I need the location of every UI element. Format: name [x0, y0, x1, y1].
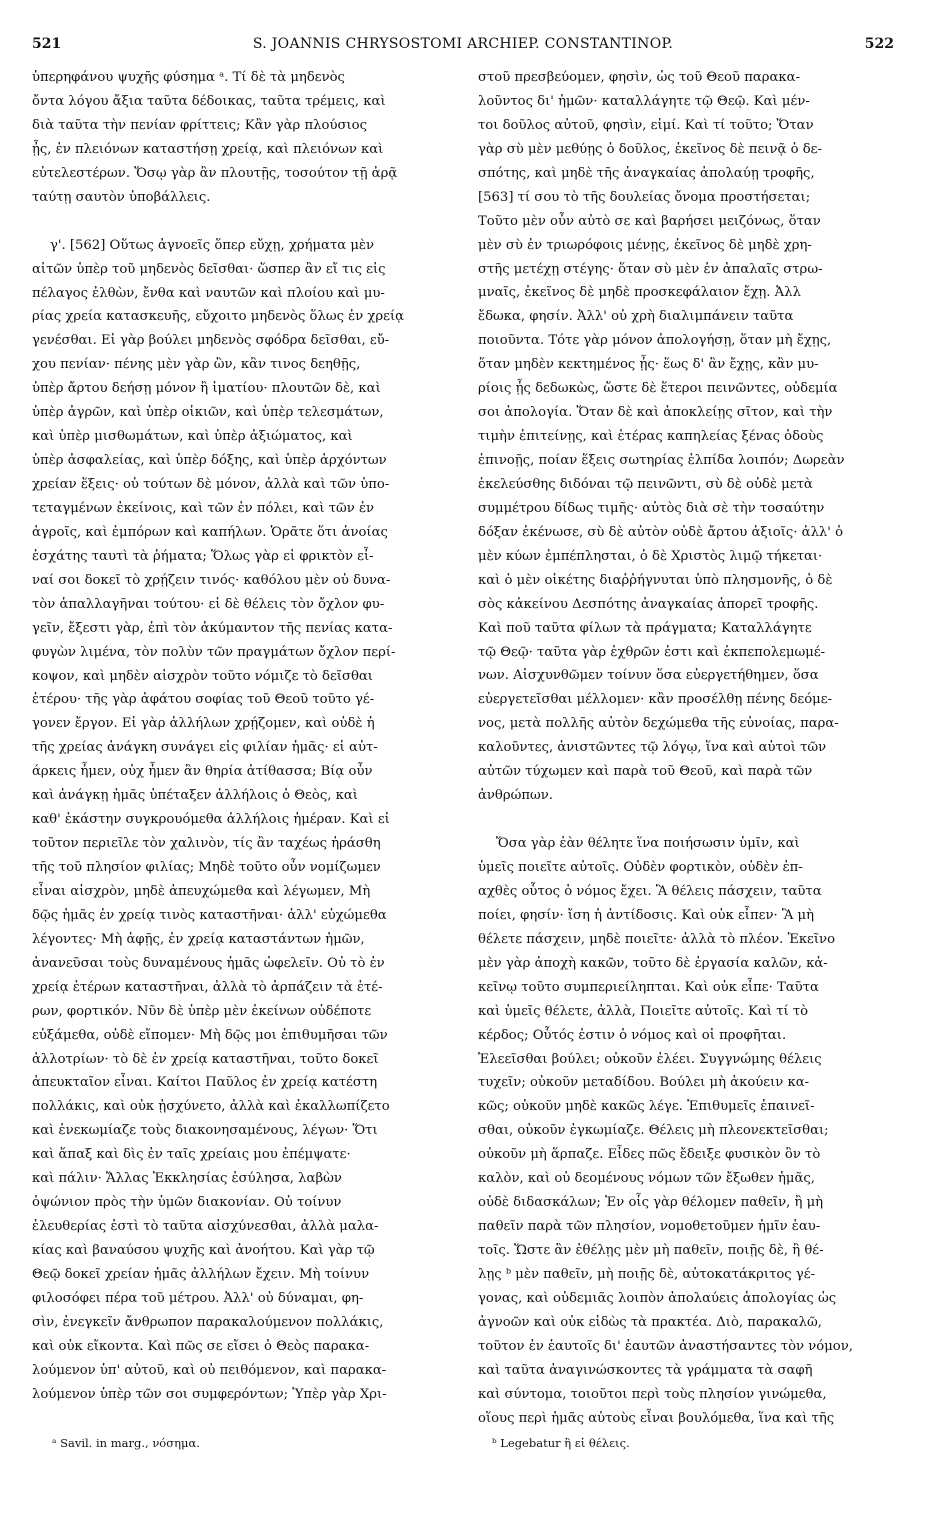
text-line: εὐεργετεῖσθαι μέλλομεν· κἂν προσέλθῃ πένης δεόμε-: [478, 692, 833, 708]
running-title: S. JOANNIS CHRYSOSTOMI ARCHIEP. CONSTANTINOP.: [252, 36, 674, 52]
text-line: ποιοῦντα. Τότε γὰρ μόνον ἀπολογήσῃ, ὅταν μὴ ἔχῃς,: [478, 333, 832, 349]
text-line: γὰρ σὺ μὲν μεθύῃς ὁ δοῦλος, ἐκεῖνος δὲ πεινᾷ ὁ δε-: [478, 141, 822, 157]
text-line: ὅταν μηδὲν κεκτημένος ᾖς· ἕως δ' ἂν ἔχῃς, κἂν μυ-: [478, 357, 819, 373]
text-line: στῆς μετέχῃ στέγης· ὅταν σὺ μὲν ἐν ἁπαλαῖς στρω-: [478, 261, 823, 277]
text-line: ἐσχάτης ταυτὶ τὰ ῥήματα; Ὅλως γὰρ εἰ φρικτὸν εἶ-: [32, 548, 374, 564]
text-line: θέλετε πάσχειν, μηδὲ ποιεῖτε· ἀλλὰ τὸ πλέον. Ἐκεῖνο: [478, 931, 836, 947]
text-line: ὑμεῖς ποιεῖτε αὐτοῖς. Οὐδὲν φορτικὸν, οὐδὲν ἐπ-: [478, 860, 803, 875]
text-line: ἀνανεῦσαι τοὺς δυναμένους ἡμᾶς ὠφελεῖν. Οὐ τὸ ἐν: [32, 955, 385, 971]
text-line: ναί σοι δοκεῖ τὸ χρῄζειν τινός· καθόλου μὲν οὐ δυνα-: [32, 572, 391, 588]
left-page-number: 521: [32, 36, 62, 52]
text-line: πέλαγος ἐλθὼν, ἔνθα καὶ ναυτῶν καὶ πλοίου καὶ μυ-: [32, 285, 385, 301]
text-line: ἐπινοῇς, ποίαν ἕξεις σωτηρίας ἐλπίδα λοιπόν; Δωρεὰν: [478, 453, 845, 468]
text-line: Τοῦτο μὲν οὖν αὐτὸ σε καὶ βαρήσει μειζόνως, ὅταν: [478, 213, 821, 229]
text-line: γονεν ἔργον. Εἰ γὰρ ἀλλήλων χρῄζομεν, καὶ οὐδὲ ἡ: [32, 716, 375, 732]
text-line: ὑπὲρ ἄρτου δεήσῃ μόνον ἢ ἱματίου· πλουτῶν δὲ, καὶ: [32, 381, 381, 397]
text-line: ὑπὲρ ἀσφαλείας, καὶ ὑπὲρ δόξης, καὶ ὑπὲρ ἀρχόντων: [32, 453, 387, 469]
text-line: τεταγμένων ἐκείνοις, καὶ τῶν ἐν πόλει, καὶ τῶν ἐν: [32, 500, 375, 516]
text-line: λούμενον ὑπὲρ τῶν σοι συμφερόντων; Ὑπὲρ γὰρ Χρι-: [32, 1386, 387, 1402]
text-line: οἵους περὶ ἡμᾶς αὐτοὺς εἶναι βουλόμεθα, ἵνα καὶ τῆς: [478, 1410, 835, 1426]
text-line: χου πενίαν· πένης μὲν γὰρ ὢν, κἂν τινος δεηθῇς,: [32, 357, 361, 373]
text-line: ποίει, φησίν· ἴση ἡ ἀντίδοσις. Καὶ οὐκ εἶπεν· Ἃ μὴ: [478, 907, 814, 923]
text-line: Ἐλεεῖσθαι βούλει; οὐκοῦν ἐλέει. Συγγνώμης θέλεις: [478, 1051, 822, 1067]
text-line: μὲν γὰρ ἀποχὴ κακῶν, τοῦτο δὲ ἐργασία καλῶν, κἀ-: [478, 955, 828, 971]
text-line: τῆς χρείας ἀνάγκη συνάγει εἰς φιλίαν ἡμᾶς· εἰ αὐτ-: [32, 740, 378, 756]
text-line: ἐκελεύσθης διδόναι τῷ πεινῶντι, σὺ δὲ οὐδὲ μετὰ: [478, 476, 813, 492]
text-line: κίας καὶ βαναύσου ψυχῆς καὶ ἀνοήτου. Καὶ γὰρ τῷ: [32, 1243, 375, 1258]
text-line: ὑπερηφάνου ψυχῆς φύσημα ᵃ. Τί δὲ τὰ μηδενὸς: [32, 70, 345, 85]
text-line: λοῦντος δι' ἡμῶν· καταλλάγητε τῷ Θεῷ. Καὶ μέν-: [478, 93, 810, 109]
text-line: ὑπὲρ ἀγρῶν, καὶ ὑπὲρ οἰκιῶν, καὶ ὑπὲρ τελεσμάτων,: [32, 405, 384, 421]
text-line: λέγοντες· Μὴ ἀφῇς, ἐν χρείᾳ καταστάντων ἡμῶν,: [32, 931, 365, 947]
paragraph-gap: [32, 210, 444, 234]
text-line: γεῖν, ἔξεστι γὰρ, ἐπὶ τὸν ἀκύμαντον τῆς πενίας κατα-: [32, 620, 393, 636]
text-line: νος, μετὰ πολλῆς αὐτὸν δεχώμεθα τῆς εὐνοίας, παρα-: [478, 716, 839, 732]
text-line: [563] τί σου τὸ τῆς δουλείας ὄνομα προστήσεται;: [478, 189, 811, 205]
text-line: ὀψώνιον πρὸς τὴν ὑμῶν διακονίαν. Οὐ τοίνυν: [32, 1195, 342, 1211]
text-line: σὶν, ἐνεγκεῖν ἄνθρωπον παρακαλούμενον πολλάκις,: [32, 1314, 384, 1330]
text-line: σοι ἀπολογία. Ὅταν δὲ καὶ ἀποκλείῃς σῖτον, καὶ τὴν: [478, 405, 833, 421]
text-line: ᾖς, ἐν πλειόνων καταστήσῃ χρείᾳ, καὶ πλειόνων καὶ: [32, 141, 384, 157]
text-line: τῷ Θεῷ· ταῦτα γὰρ ἐχθρῶν ἐστι καὶ ἐκπεπολεμωμέ-: [478, 644, 826, 660]
text-line: οὐκοῦν μὴ ἅρπαζε. Εἶδες πῶς ἔδειξε φυσικὸν ὂν τὸ: [478, 1147, 821, 1163]
text-line: χρείᾳ ἑτέρων καταστῆναι, ἀλλὰ τὸ ἁρπάζειν τὰ ἑτέ-: [32, 979, 383, 995]
text-line: παθεῖν παρὰ τῶν πλησίον, νομοθετοῦμεν ἡμῖν ἑαυ-: [478, 1219, 821, 1235]
footnote-a: ᵃ Savil. in marg., νόσημα.: [52, 1436, 200, 1450]
text-line: Καὶ ποῦ ταῦτα φίλων τὰ πράγματα; Καταλλάγητε: [478, 620, 812, 636]
text-line: κεῖνῳ τοῦτο συμπεριείληπται. Καὶ οὐκ εἶπε· Ταῦτα: [478, 979, 819, 995]
text-line: γονας, καὶ οὐδεμιᾶς λοιπὸν ἀπολαύεις ἀπολογίας ὡς: [478, 1290, 837, 1306]
text-line: καὶ ἀνάγκῃ ἡμᾶς ὑπέταξεν ἀλλήλοις ὁ Θεὸς, καὶ: [32, 788, 358, 804]
text-line: κέρδος; Οὗτός ἐστιν ὁ νόμος καὶ οἱ προφῆται.: [478, 1027, 787, 1043]
text-line: τοῖς. Ὥστε ἂν ἐθέλῃς μὲν μὴ παθεῖν, ποιῇς δὲ, ἢ θέ-: [478, 1243, 824, 1258]
text-line: ταύτῃ σαυτὸν ὑποβάλλεις.: [32, 189, 211, 205]
text-line: σὸς κἀκείνου Δεσπότης ἀναγκαίας ἀπορεῖ τροφῆς.: [478, 596, 819, 612]
text-line: οὐδὲ διδασκάλων; Ἐν οἷς γὰρ θέλομεν παθεῖν, ἢ μὴ: [478, 1195, 824, 1211]
text-line: φυγὼν λιμένα, τὸν πολὺν τῶν πραγμάτων ὄχλον περί-: [32, 644, 396, 660]
text-line: ὄντα λόγου ἄξια ταῦτα δέδοικας, ταῦτα τρέμεις, καὶ: [32, 93, 386, 109]
text-line: καὶ ταῦτα ἀναγινώσκοντες τὰ γράμματα τὰ σαφῆ: [478, 1362, 813, 1378]
text-line: νων. Αἰσχυνθῶμεν τοίνυν ὅσα εὐεργετήθημεν, ὅσα: [478, 668, 819, 684]
paragraph-gap: [478, 808, 890, 832]
right-column: [478, 66, 890, 1431]
text-line: καὶ σύντομα, τοιοῦτοι περὶ τοὺς πλησίον γινώμεθα,: [478, 1386, 827, 1402]
text-line: ἀγνοῶν καὶ οὐκ εἰδὼς τὰ πρακτέα. Διὸ, παρακαλῶ,: [478, 1314, 822, 1330]
text-line: ἀγροῖς, καὶ ἐμπόρων καὶ καπήλων. Ὁρᾶτε ὅτι ἀνοίας: [32, 524, 388, 540]
text-line: δόξαν ἐκένωσε, σὺ δὲ αὐτὸν οὐδὲ ἄρτου ἀξιοῖς· ἀλλ' ὁ: [478, 524, 844, 540]
text-line: μναῖς, ἐκεῖνος δὲ μηδὲ προσκεφάλαιον ἔχῃ. Ἀλλ: [478, 285, 801, 301]
text-line: αἰτῶν ὑπὲρ τοῦ μηδενὸς δεῖσθαι· ὥσπερ ἂν εἴ τις εἰς: [32, 261, 386, 277]
text-line: ρίοις ᾖς δεδωκὼς, ὥστε δὲ ἕτεροι πεινῶντες, οὐδεμία: [478, 381, 838, 397]
text-line: πολλάκις, καὶ οὐκ ᾐσχύνετο, ἀλλὰ καὶ ἐκαλλωπίζετο: [32, 1099, 390, 1115]
text-line: στοῦ πρεσβεύομεν, φησὶν, ὡς τοῦ Θεοῦ παρακα-: [478, 70, 801, 85]
text-line: εὐξάμεθα, οὐδὲ εἴπομεν· Μὴ δῷς μοι ἐπιθυμῆσαι τῶν: [32, 1027, 388, 1043]
text-line: κῶς; οὐκοῦν μηδὲ κακῶς λέγε. Ἐπιθυμεῖς ἐπαινεῖ-: [478, 1099, 815, 1115]
text-line: αὐτῶν τύχωμεν καὶ παρὰ τοῦ Θεοῦ, καὶ παρὰ τῶν: [478, 764, 813, 780]
text-line: κοψον, καὶ μηδὲν αἰσχρὸν τοῦτο νόμιζε τὸ δεῖσθαι: [32, 668, 373, 684]
text-line: ἑτέρου· τῆς γὰρ ἀφάτου σοφίας τοῦ Θεοῦ τοῦτο γέ-: [32, 692, 375, 708]
text-line: καὶ ἐνεκωμίαζε τοὺς διακονησαμένους, λέγων· Ὅτι: [32, 1123, 378, 1139]
right-page-number: 522: [864, 36, 894, 52]
text-line: καὶ ὁ μὲν οἰκέτης διαῤῥήγνυται ὑπὸ πλησμονῆς, ὁ δὲ: [478, 572, 833, 588]
text-line: γενέσθαι. Εἰ γὰρ βούλει μηδενὸς σφόδρα δεῖσθαι, εὔ-: [32, 333, 390, 349]
text-line: καλὸν, καὶ οὐ δεομένους νόμων τῶν ἔξωθεν ἡμᾶς,: [478, 1171, 815, 1187]
text-line: Θεῷ δοκεῖ χρείαν ἡμᾶς ἀλλήλων ἔχειν. Μὴ τοίνυν: [32, 1266, 370, 1282]
text-line: εὐτελεστέρων. Ὅσῳ γὰρ ἂν πλουτῇς, τοσούτον τῇ ἀρᾷ: [32, 165, 398, 181]
text-line: διὰ ταῦτα τὴν πενίαν φρίττεις; Κἂν γὰρ πλούσιος: [32, 117, 367, 133]
text-line: ἀνθρώπων.: [478, 788, 553, 804]
text-line: μὲν σὺ ἐν τριωρόφοις μένῃς, ἐκεῖνος δὲ μηδὲ χρη-: [478, 237, 812, 253]
text-line: καὶ ὑπὲρ μισθωμάτων, καὶ ὑπὲρ ἀξιώματος, καὶ: [32, 429, 353, 445]
text-line: λῃς ᵇ μὲν παθεῖν, μὴ ποιῇς δὲ, αὐτοκατάκριτος γέ-: [478, 1266, 816, 1282]
text-line: ἀλλοτρίων· τὸ δὲ ἐν χρείᾳ καταστῆναι, τοῦτο δοκεῖ: [32, 1051, 379, 1067]
text-line: άρκεις ἦμεν, οὐχ ἦμεν ἂν θηρία ἀτίθασσα; Βίᾳ οὖν: [32, 764, 373, 780]
text-line: τοι δοῦλος αὐτοῦ, φησὶν, εἰμί. Καὶ τί τοῦτο; Ὅταν: [478, 117, 814, 133]
text-line: αχθὲς οὗτος ὁ νόμος ἔχει. Ἃ θέλεις πάσχειν, ταῦτα: [478, 883, 822, 899]
text-line: ρίας χρεία κατασκευῆς, εὔχοιτο μηδενὸς ὅλως ἐν χρείᾳ: [32, 309, 405, 325]
text-line: τιμὴν ἐπιτείνῃς, καὶ ἑτέρας καπηλείας ξένας ὁδοὺς: [478, 429, 824, 445]
text-line: λούμενον ὑπ' αὐτοῦ, καὶ οὐ πειθόμενον, καὶ παρακα-: [32, 1362, 387, 1378]
left-column: [32, 66, 444, 1407]
text-line: καὶ πάλιν· Ἄλλας Ἐκκλησίας ἐσύλησα, λαβὼν: [32, 1171, 342, 1187]
text-line: καὶ ἅπαξ καὶ δὶς ἐν ταῖς χρείαις μου ἐπέμψατε·: [32, 1147, 351, 1163]
text-line: ἀπευκταῖον εἶναι. Καίτοι Παῦλος ἐν χρείᾳ κατέστη: [32, 1075, 378, 1091]
text-line: δῷς ἡμᾶς ἐν χρείᾳ τινὸς καταστῆναι· ἀλλ' εὐχώμεθα: [32, 907, 387, 923]
text-line: καὶ οὐκ εἴκοντα. Καὶ πῶς σε εἴσει ὁ Θεὸς παρακα-: [32, 1338, 370, 1354]
text-line: καὶ ὑμεῖς θέλετε, ἀλλὰ, Ποιεῖτε αὐτοῖς. Καὶ τί τὸ: [478, 1003, 809, 1019]
text-line: ρων, φορτικόν. Νῦν δὲ ὑπὲρ μὲν ἐκείνων οὐδέποτε: [32, 1003, 372, 1019]
footnote-b: ᵇ Legebatur ἢ εἰ θέλεις.: [492, 1436, 630, 1450]
text-line: μὲν κύων ἐμπέπλησται, ὁ δὲ Χριστὸς λιμῷ τήκεται·: [478, 548, 823, 564]
text-line: τοῦτον περιεῖλε τὸν χαλινὸν, τίς ἂν ταχέως ἠράσθη: [32, 836, 381, 852]
text-line: ἔδωκα, φησίν. Ἀλλ' οὐ χρὴ διαλιμπάνειν ταῦτα: [478, 309, 794, 325]
text-line: εἶναι αἰσχρὸν, μηδὲ ἀπευχώμεθα καὶ λέγωμεν, Μὴ: [32, 883, 371, 899]
text-line: τοῦτον ἐν ἑαυτοῖς δι' ἑαυτῶν ἀναστήσαντες τὸν νόμον,: [478, 1338, 853, 1354]
text-line: τῆς τοῦ πλησίον φιλίας; Μηδὲ τοῦτο οὖν νομίζωμεν: [32, 860, 381, 875]
text-line: συμμέτρου δίδως τιμῆς· αὐτὸς διὰ σὲ τὴν τοσαύτην: [478, 500, 825, 516]
text-line: καθ' ἑκάστην συγκρουόμεθα ἀλλήλοις ἡμέραν. Καὶ εἰ: [32, 812, 390, 828]
text-line: χρείαν ἕξεις· οὐ τούτων δὲ μόνον, ἀλλὰ καὶ τῶν ὑπο-: [32, 477, 390, 492]
page-header: [32, 36, 894, 58]
text-line: φιλοσόφει πέρα τοῦ μέτρου. Ἀλλ' οὐ δύναμαι, φη-: [32, 1290, 364, 1306]
text-line: Ὅσα γὰρ ἐὰν θέλητε ἵνα ποιήσωσιν ὑμῖν, καὶ: [496, 836, 800, 852]
text-line: ἐλευθερίας ἐστὶ τὸ ταῦτα αἰσχύνεσθαι, ἀλλὰ μαλα-: [32, 1219, 379, 1235]
text-line: σθαι, οὐκοῦν ἐγκωμίαζε. Θέλεις μὴ πλεονεκτεῖσθαι;: [478, 1123, 829, 1139]
text-line: τυχεῖν; οὐκοῦν μεταδίδου. Βούλει μὴ ἀκούειν κα-: [478, 1075, 810, 1091]
text-line: καλοῦντες, ἀνιστῶντες τῷ λόγῳ, ἵνα καὶ αὐτοὶ τῶν: [478, 740, 827, 756]
text-line: γ'. [562] Οὕτως ἀγνοεῖς ὅπερ εὔχῃ, χρήματα μὲν: [50, 237, 375, 253]
text-line: σπότης, καὶ μηδὲ τῆς ἀναγκαίας ἀπολαύῃ τροφῆς,: [478, 165, 815, 181]
text-line: τὸν ἀπαλλαγῆναι τούτου· εἰ δὲ θέλεις τὸν ὄχλον φυ-: [32, 596, 385, 612]
